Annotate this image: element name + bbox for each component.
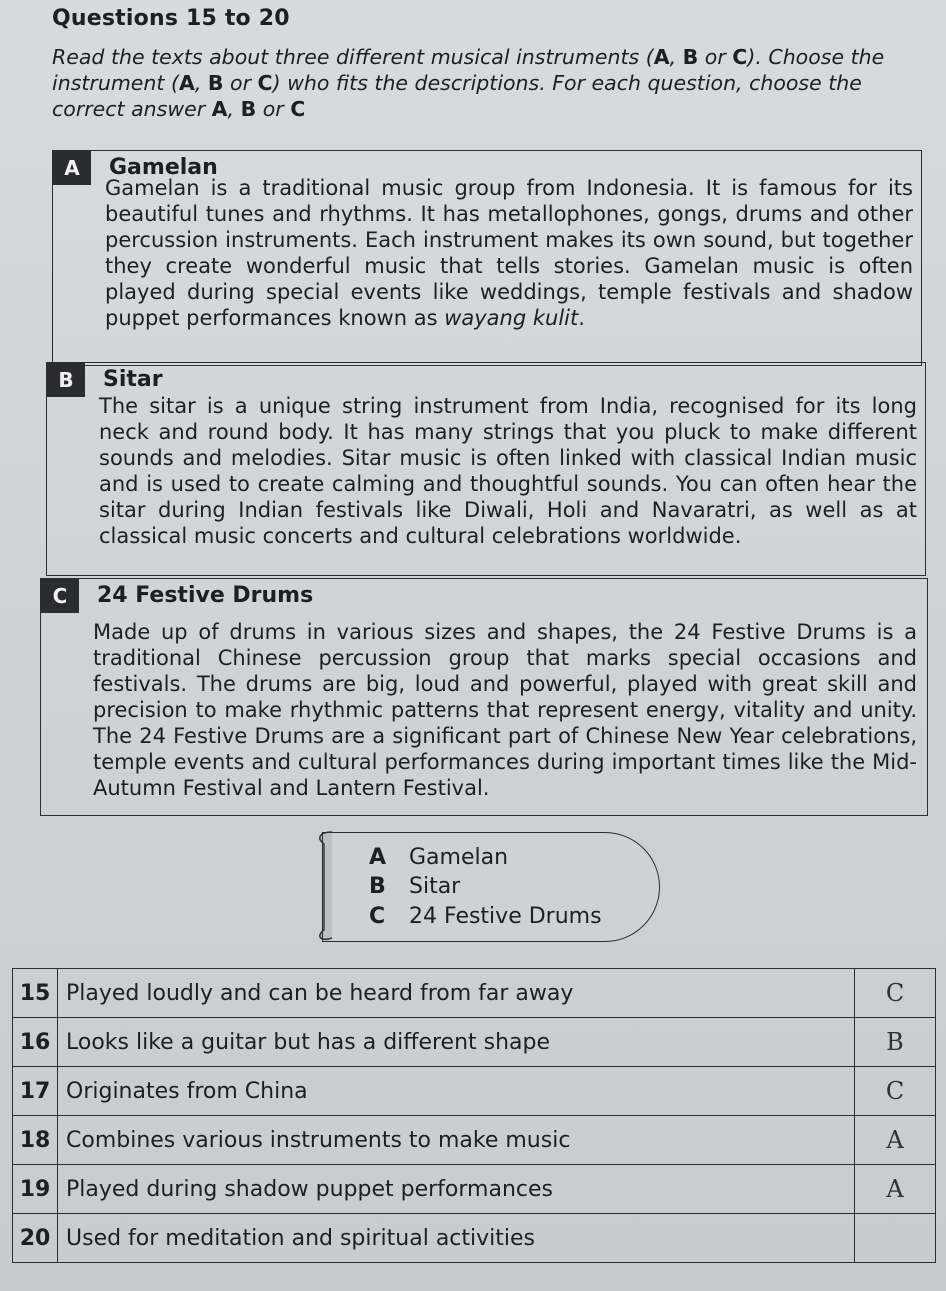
text-box-sitar bbox=[46, 362, 926, 576]
question-number: 19 bbox=[13, 1165, 58, 1214]
question-text: Played during shadow puppet performances bbox=[58, 1165, 855, 1214]
letter-badge-b: B bbox=[47, 363, 85, 397]
option-a: A Gamelan bbox=[369, 845, 509, 870]
answer-cell[interactable]: A bbox=[855, 1165, 936, 1214]
answer-cell[interactable]: A bbox=[855, 1116, 936, 1165]
text-title-sitar: Sitar bbox=[103, 367, 163, 392]
question-text: Combines various instruments to make music bbox=[58, 1116, 855, 1165]
letter-badge-a: A bbox=[53, 151, 91, 185]
table-row bbox=[13, 1116, 936, 1165]
question-number: 18 bbox=[13, 1116, 58, 1165]
question-number: 15 bbox=[13, 969, 58, 1018]
option-b: B Sitar bbox=[369, 874, 461, 899]
question-number: 20 bbox=[13, 1214, 58, 1263]
answer-table bbox=[12, 968, 936, 1263]
text-body-festive-drums: Made up of drums in various sizes and shapes, the 24 Festive Drums is a traditional Chinese percussion group that marks special occasions and festivals. The drums are big, loud and powerful, played with great skill and precision to make rhythmic patterns that represent energy, vitality and unity. The 24 Festive Drums are a significant part of Chinese New Year celebrations, temple events and cultural performances during important times like the Mid-Autumn Festival and Lantern Festival. bbox=[93, 620, 917, 800]
questions-heading: Questions 15 to 20 bbox=[52, 6, 290, 31]
table-row bbox=[13, 1067, 936, 1116]
option-c: C 24 Festive Drums bbox=[369, 904, 602, 929]
options-box bbox=[322, 832, 660, 942]
text-body-sitar: The sitar is a unique string instrument from India, recognised for its long neck and round body. It has many strings that you pluck to make different sounds and melodies. Sitar music is often linked with classical Indian music and is used to create calming and thoughtful sounds. You can often hear the sitar during Indian festivals like Diwali, Holi and Navaratri, as well as at classical music concerts and cultural celebrations worldwide. bbox=[99, 394, 917, 548]
table-row bbox=[13, 1018, 936, 1067]
table-row bbox=[13, 969, 936, 1018]
question-text: Originates from China bbox=[58, 1067, 855, 1116]
table-row bbox=[13, 1165, 936, 1214]
question-text: Played loudly and can be heard from far away bbox=[58, 969, 855, 1018]
table-row bbox=[13, 1214, 936, 1263]
text-body-gamelan: Gamelan is a traditional music group from Indonesia. It is famous for its beautiful tunes and rhythms. It has metallophones, gongs, drums and other percussion instruments. Each instrument makes its own sound, but together they create wonderful music that tells stories. Gamelan music is often played during special events like weddings, temple festivals and shadow puppet performances known as wayang kulit. bbox=[105, 176, 913, 330]
answer-cell[interactable]: C bbox=[855, 1067, 936, 1116]
answer-cell[interactable]: B bbox=[855, 1018, 936, 1067]
question-number: 16 bbox=[13, 1018, 58, 1067]
answer-cell[interactable]: C bbox=[855, 969, 936, 1018]
text-title-gamelan: Gamelan bbox=[109, 155, 218, 180]
text-title-festive-drums: 24 Festive Drums bbox=[97, 583, 314, 608]
instructions: Read the texts about three different musical instruments (A, B or C). Choose the instrument (A, B or C) who fits the descriptions. For each question, choose the correct answer A, B or C bbox=[52, 45, 885, 121]
text-box-gamelan bbox=[52, 150, 922, 366]
question-number: 17 bbox=[13, 1067, 58, 1116]
question-text: Looks like a guitar but has a different shape bbox=[58, 1018, 855, 1067]
answer-cell[interactable] bbox=[855, 1214, 936, 1263]
letter-badge-c: C bbox=[41, 579, 79, 613]
text-box-festive-drums bbox=[40, 578, 928, 816]
question-text: Used for meditation and spiritual activities bbox=[58, 1214, 855, 1263]
